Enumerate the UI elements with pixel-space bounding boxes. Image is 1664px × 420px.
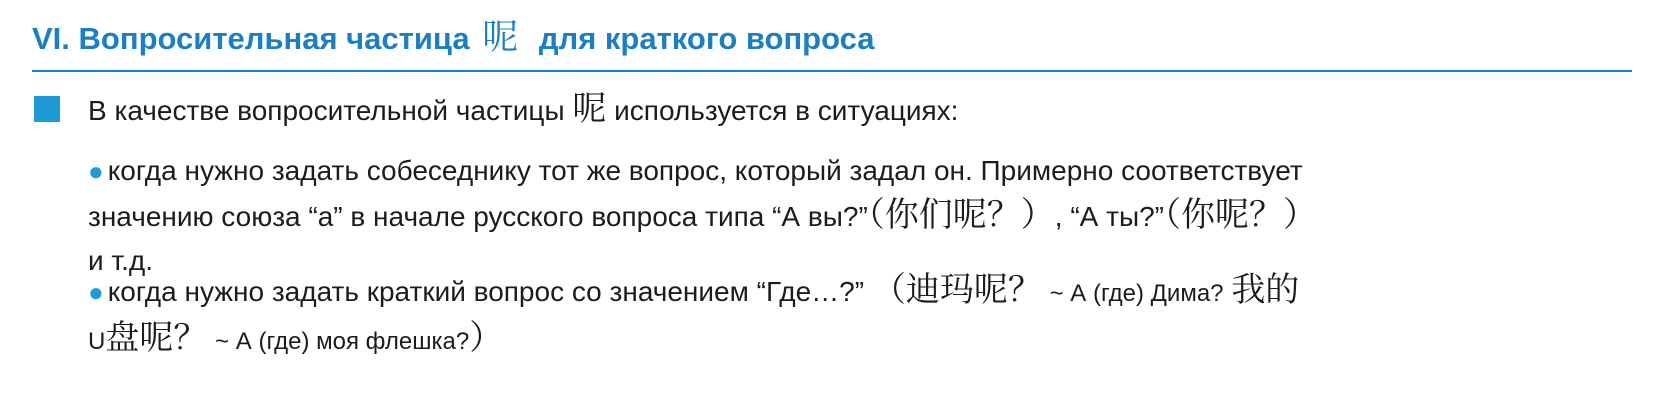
chinese-example: （你们呢？） [867, 195, 1055, 235]
bullet-dot-icon: ● [88, 277, 104, 307]
bullet-dot-icon: ● [88, 156, 104, 186]
square-bullet-icon [34, 96, 60, 122]
section-title-suffix: для краткого вопроса [538, 21, 875, 56]
chinese-example: （迪玛呢？ [871, 270, 1042, 310]
bullet-line [88, 193, 1628, 239]
lead-text-post: используется в ситуациях: [614, 95, 959, 126]
lead-paragraph [88, 87, 958, 133]
chinese-example: 我的 [1231, 270, 1300, 310]
closing-parenthesis: ） [469, 318, 504, 358]
bullet-line [88, 316, 1628, 364]
bullet-text: когда нужно задать собеседнику тот же вопрос, который задал он. Примерно соответствует [107, 155, 1303, 186]
section-title-character: 呢 [482, 17, 519, 58]
heading-divider [32, 70, 1632, 72]
bullet-line [88, 268, 1628, 316]
translation-text: ~ А (где) Дима? [1049, 280, 1224, 307]
chinese-example: 盘呢？ [105, 318, 208, 358]
bullet-text: когда нужно задать краткий вопрос со значением “Где…?” [107, 276, 865, 307]
bullet-item-echo-question [88, 149, 1628, 283]
section-heading [32, 14, 875, 63]
bullet-text: и т.д. [88, 245, 154, 276]
bullet-text: U [88, 328, 106, 355]
translation-text: ~ А (где) моя флешка? [215, 328, 470, 355]
chinese-example: （你呢？） [1163, 195, 1317, 235]
lead-character: 呢 [572, 89, 607, 129]
bullet-text: , “А ты?” [1054, 201, 1164, 232]
section-title-prefix: VI. Вопросительная частица [32, 21, 470, 56]
lead-text-pre: В качестве вопросительной частицы [88, 95, 565, 126]
bullet-line [88, 149, 1628, 193]
bullet-item-where-question [88, 268, 1628, 364]
bullet-text: значению союза “а” в начале русского вопроса типа “А вы?” [88, 201, 868, 232]
